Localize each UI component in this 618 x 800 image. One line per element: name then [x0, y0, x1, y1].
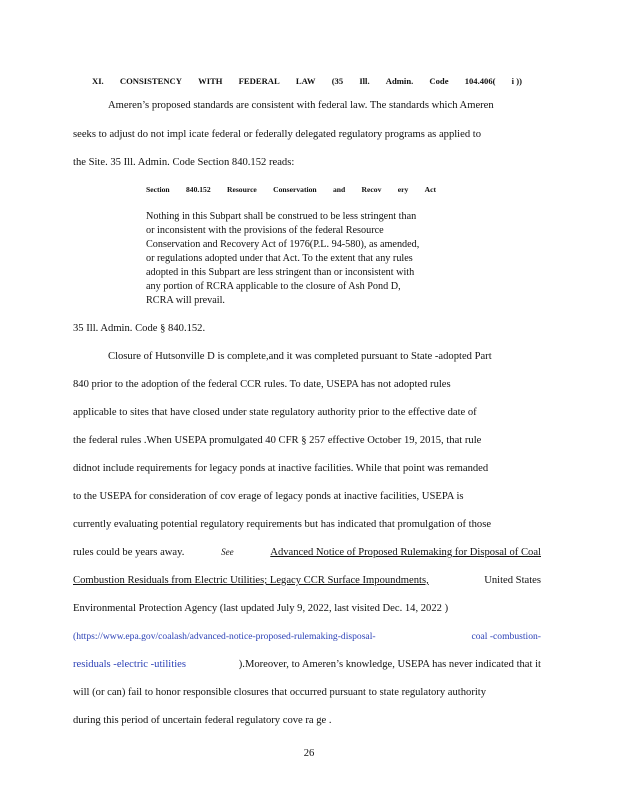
page-number: 26: [303, 748, 315, 759]
see-signal: See: [221, 547, 234, 557]
heading-word: CONSISTENCY: [119, 76, 182, 86]
citation: 35 Ill. Admin. Code § 840.152.: [73, 323, 206, 334]
see-line: [73, 546, 541, 559]
heading-word: Ill.: [359, 76, 370, 86]
para2-line: didnot include requirements for legacy ponds at inactive facilities. While that point was remanded: [73, 463, 489, 474]
quote-line: adopted in this Subpart are less stringent than or inconsistent with: [146, 267, 415, 278]
para2-line: currently evaluating potential regulatory requirements but has indicated that promulgation of those: [73, 519, 492, 530]
heading-word: LAW: [295, 76, 316, 86]
moreover-text: ).Moreover, to Ameren’s knowledge, USEPA has never indicated that it: [238, 659, 541, 670]
quote-heading-word: Conservation: [273, 185, 317, 194]
para1-line-3: the Site. 35 Ill. Admin. Code Section 840.152 reads:: [73, 157, 295, 168]
heading-word: WITH: [198, 76, 223, 86]
epa-url-link[interactable]: (https://www.epa.gov/coalash/advanced-notice-proposed-rulemaking-disposal-: [73, 631, 376, 642]
heading-word: FEDERAL: [238, 76, 280, 86]
quote-line: or regulations adopted under that Act. To the extent that any rules: [146, 253, 413, 264]
heading-word: 104.406(: [464, 76, 496, 86]
heading-word: Code: [429, 76, 449, 86]
epa-url-link-end[interactable]: residuals -electric -utilities: [73, 659, 186, 670]
para2-line-final-2: during this period of uncertain federal regulatory cove ra ge .: [73, 715, 332, 726]
anpr-line-2: [73, 574, 541, 587]
para1-line-1: Ameren’s proposed standards are consistent with federal law. The standards which Ameren: [108, 100, 494, 111]
quote-line: or inconsistent with the provisions of the federal Resource: [146, 225, 384, 236]
anpr-title-link[interactable]: Advanced Notice of Proposed Rulemaking for Disposal of Coal: [270, 547, 541, 558]
quote-heading-word: Section: [146, 185, 170, 194]
anpr-title-link-continued[interactable]: Combustion Residuals from Electric Utilities; Legacy CCR Surface Impoundments,: [73, 575, 429, 586]
quote-line: any portion of RCRA applicable to the closure of Ash Pond D,: [146, 281, 401, 292]
quote-heading-word: Act: [424, 185, 436, 194]
section-heading: [92, 76, 522, 86]
section-number: XI.: [92, 76, 104, 86]
see-lead: rules could be years away.: [73, 547, 185, 558]
para2-line: to the USEPA for consideration of cov erage of legacy ponds at inactive facilities, USEPA is: [73, 491, 464, 502]
para2-line: Closure of Hutsonville D is complete,and it was completed pursuant to State -adopted Part: [108, 351, 492, 362]
heading-word: Admin.: [385, 76, 414, 86]
url-line-1: [73, 630, 541, 643]
para2-line: the federal rules .When USEPA promulgated 40 CFR § 257 effective October 19, 2015, that rule: [73, 435, 482, 446]
quote-line: Conservation and Recovery Act of 1976(P.L. 94-580), as amended,: [146, 239, 420, 250]
quote-line: RCRA will prevail.: [146, 295, 225, 306]
quote-heading-word: Recov: [361, 185, 382, 194]
heading-word: (35: [331, 76, 344, 86]
quote-heading-word: ery: [397, 185, 409, 194]
quote-heading: [146, 185, 436, 194]
para2-line: 840 prior to the adoption of the federal CCR rules. To date, USEPA has not adopted rules: [73, 379, 451, 390]
quote-heading-word: Resource: [227, 185, 257, 194]
quote-heading-word: and: [332, 185, 346, 194]
heading-word: i )): [511, 76, 522, 86]
url-line-2: [73, 658, 541, 671]
agency-line: Environmental Protection Agency (last updated July 9, 2022, last visited Dec. 14, 2022 ): [73, 603, 449, 614]
agency-lead: United States: [484, 575, 541, 586]
quote-line: Nothing in this Subpart shall be construed to be less stringent than: [146, 211, 417, 222]
quote-heading-word: 840.152: [185, 185, 211, 194]
para1-line-2: seeks to adjust do not impl icate federal or federally delegated regulatory programs as applied to: [73, 129, 482, 140]
epa-url-link-cont[interactable]: coal -combustion-: [471, 631, 541, 642]
para2-line: applicable to sites that have closed under state regulatory authority prior to the effective date of: [73, 407, 477, 418]
para2-line-final-1: will (or can) fail to honor responsible closures that occurred pursuant to state regulatory authority: [73, 687, 487, 698]
